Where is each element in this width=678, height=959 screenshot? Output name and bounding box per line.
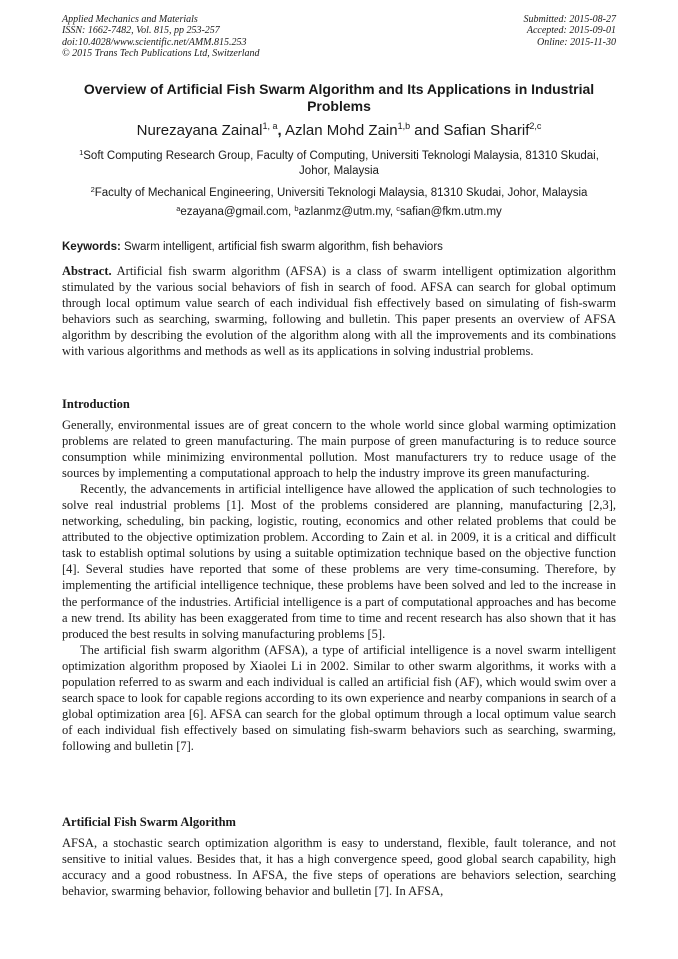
paragraph: AFSA, a stochastic search optimization algorithm is easy to understand, flexible, fault tolerance, and not sensitive to initial values. Besides that, it has a high convergence speed, good global search capability, high accuracy and a good robustness. In AFSA, the five steps of operations are behaviors selection, searching behavior, swarming behavior, following behavior and bulletin [7]. In AFSA, — [62, 836, 616, 899]
introduction-body — [62, 417, 616, 754]
author-name: Nurezayana Zainal — [136, 122, 263, 139]
paragraph: The artificial fish swarm algorithm (AFSA), a type of artificial intelligence is a novel swarm intelligent optimization algorithm proposed by Xiaolei Li in 2002. Similar to other swarm algorithms, it works with a population referred to as swarm and each individual is called an artificial fish (AF), which would swim over a search space to look for capable regions according to its own experience and nearby companions in search of a global optimization area [6]. AFSA can search for the global optimum through a local optimum value search of each individual fish effectively based on simulating fish-swarm behaviors such as searching, swarming, following and bulletin [7]. — [62, 642, 616, 753]
email-marker: a — [176, 204, 181, 213]
abstract — [62, 263, 616, 359]
keywords-text: Swarm intelligent, artificial fish swarm algorithm, fish behaviors — [120, 241, 443, 253]
email-marker: b — [294, 204, 299, 213]
author-affiliation-marker: 1,b — [397, 121, 411, 131]
issn-line: ISSN: 1662-7482, Vol. 815, pp 253-257 — [62, 25, 220, 37]
email-link[interactable]: ezayana@gmail.com, — [180, 206, 295, 218]
abstract-label: Abstract. — [62, 264, 112, 278]
introduction-heading: Introduction — [62, 397, 130, 411]
author-affiliation-marker: 2,c — [529, 121, 542, 131]
affiliation-text: Faculty of Mechanical Engineering, Universiti Teknologi Malaysia, 81310 Skudai, Johor, Malaysia — [94, 187, 588, 199]
keywords-label: Keywords: — [62, 241, 121, 253]
paper-title: Overview of Artificial Fish Swarm Algorithm and Its Applications in Industrial Problems — [83, 81, 595, 114]
email-link[interactable]: safian@fkm.utm.my — [400, 206, 502, 218]
author-name: and Safian Sharif — [410, 122, 530, 139]
affiliation-1 — [62, 149, 616, 179]
author-affiliation-marker: 1, a — [262, 121, 278, 131]
abstract-text: Artificial fish swarm algorithm (AFSA) is a class of swarm intelligent optimization algorithm stimulated by the various social behaviors of fish in search of food. AFSA can search for global optimum through local optimum value search of each individual fish effectively based on simulating of fish-swarm behaviors such as searching, swarming, following and bulletin. This paper presents an overview of AFSA algorithm by describing the evolution of the algorithm along with all the improvements and its combinations with various algorithms and methods as well as its applications in solving industrial problems. — [62, 264, 616, 359]
publication-dates — [524, 14, 617, 48]
paragraph: Generally, environmental issues are of great concern to the whole world since global warming optimization problems are related to green manufacturing. The main purpose of green manufacturing is to reduce source consumption while minimizing environmental pollution. Most manufacturers try to reduce usage of the sources by implementing a computational approach to help the industry improve its green manufacturing. — [62, 418, 616, 481]
author-name: Azlan Mohd Zain — [281, 122, 398, 139]
affiliation-marker: 1 — [79, 148, 84, 157]
affiliation-marker: 2 — [90, 185, 95, 194]
author-emails — [62, 205, 616, 220]
journal-name: Applied Mechanics and Materials — [62, 14, 198, 25]
email-link[interactable]: azlanmz@utm.my, — [298, 206, 397, 218]
section-heading-afsa: Artificial Fish Swarm Algorithm — [62, 815, 236, 829]
keywords — [62, 240, 616, 254]
paragraph: Recently, the advancements in artificial intelligence have allowed the application of such technologies to solve real industrial problems [1]. Most of the problems considered are planning, manufacturing [2,3], networking, scheduling, bin packing, logistic, routing, economics and other related problems that could be attributed to the objective optimization problem. According to Zain et al. in 2009, it is a critical and difficult task to establish optimal solutions by using a suitable optimization technique based on the objective function [4]. Several studies have reported that some of these problems are very time-consuming. Therefore, by implementing the artificial intelligence technique, these problems have been solved and led to the increase in the performance of the industries. Artificial intelligence is a part of computational approaches and has become a new trend. Its ability has been exaggerated from time to time and recent research has also shown that it has produced the best results in solving manufacturing problems [5]. — [62, 482, 616, 641]
author-separator: , — [277, 122, 282, 139]
journal-info — [62, 14, 260, 60]
online-date: Online: 2015-11-30 — [537, 36, 616, 48]
affiliation-text: Soft Computing Research Group, Faculty of Computing, Universiti Teknologi Malaysia, 81310 Skudai, Johor, Malaysia — [83, 150, 599, 177]
email-marker: c — [396, 204, 400, 213]
afsa-body — [62, 835, 616, 899]
author-list — [62, 121, 616, 140]
accepted-date: Accepted: 2015-09-01 — [526, 25, 616, 37]
copyright-line: © 2015 Trans Tech Publications Ltd, Switzerland — [62, 48, 260, 60]
doi-link[interactable]: doi:10.4028/www.scientific.net/AMM.815.253 — [62, 36, 247, 48]
submitted-date: Submitted: 2015-08-27 — [523, 14, 616, 25]
affiliation-2 — [62, 186, 616, 201]
